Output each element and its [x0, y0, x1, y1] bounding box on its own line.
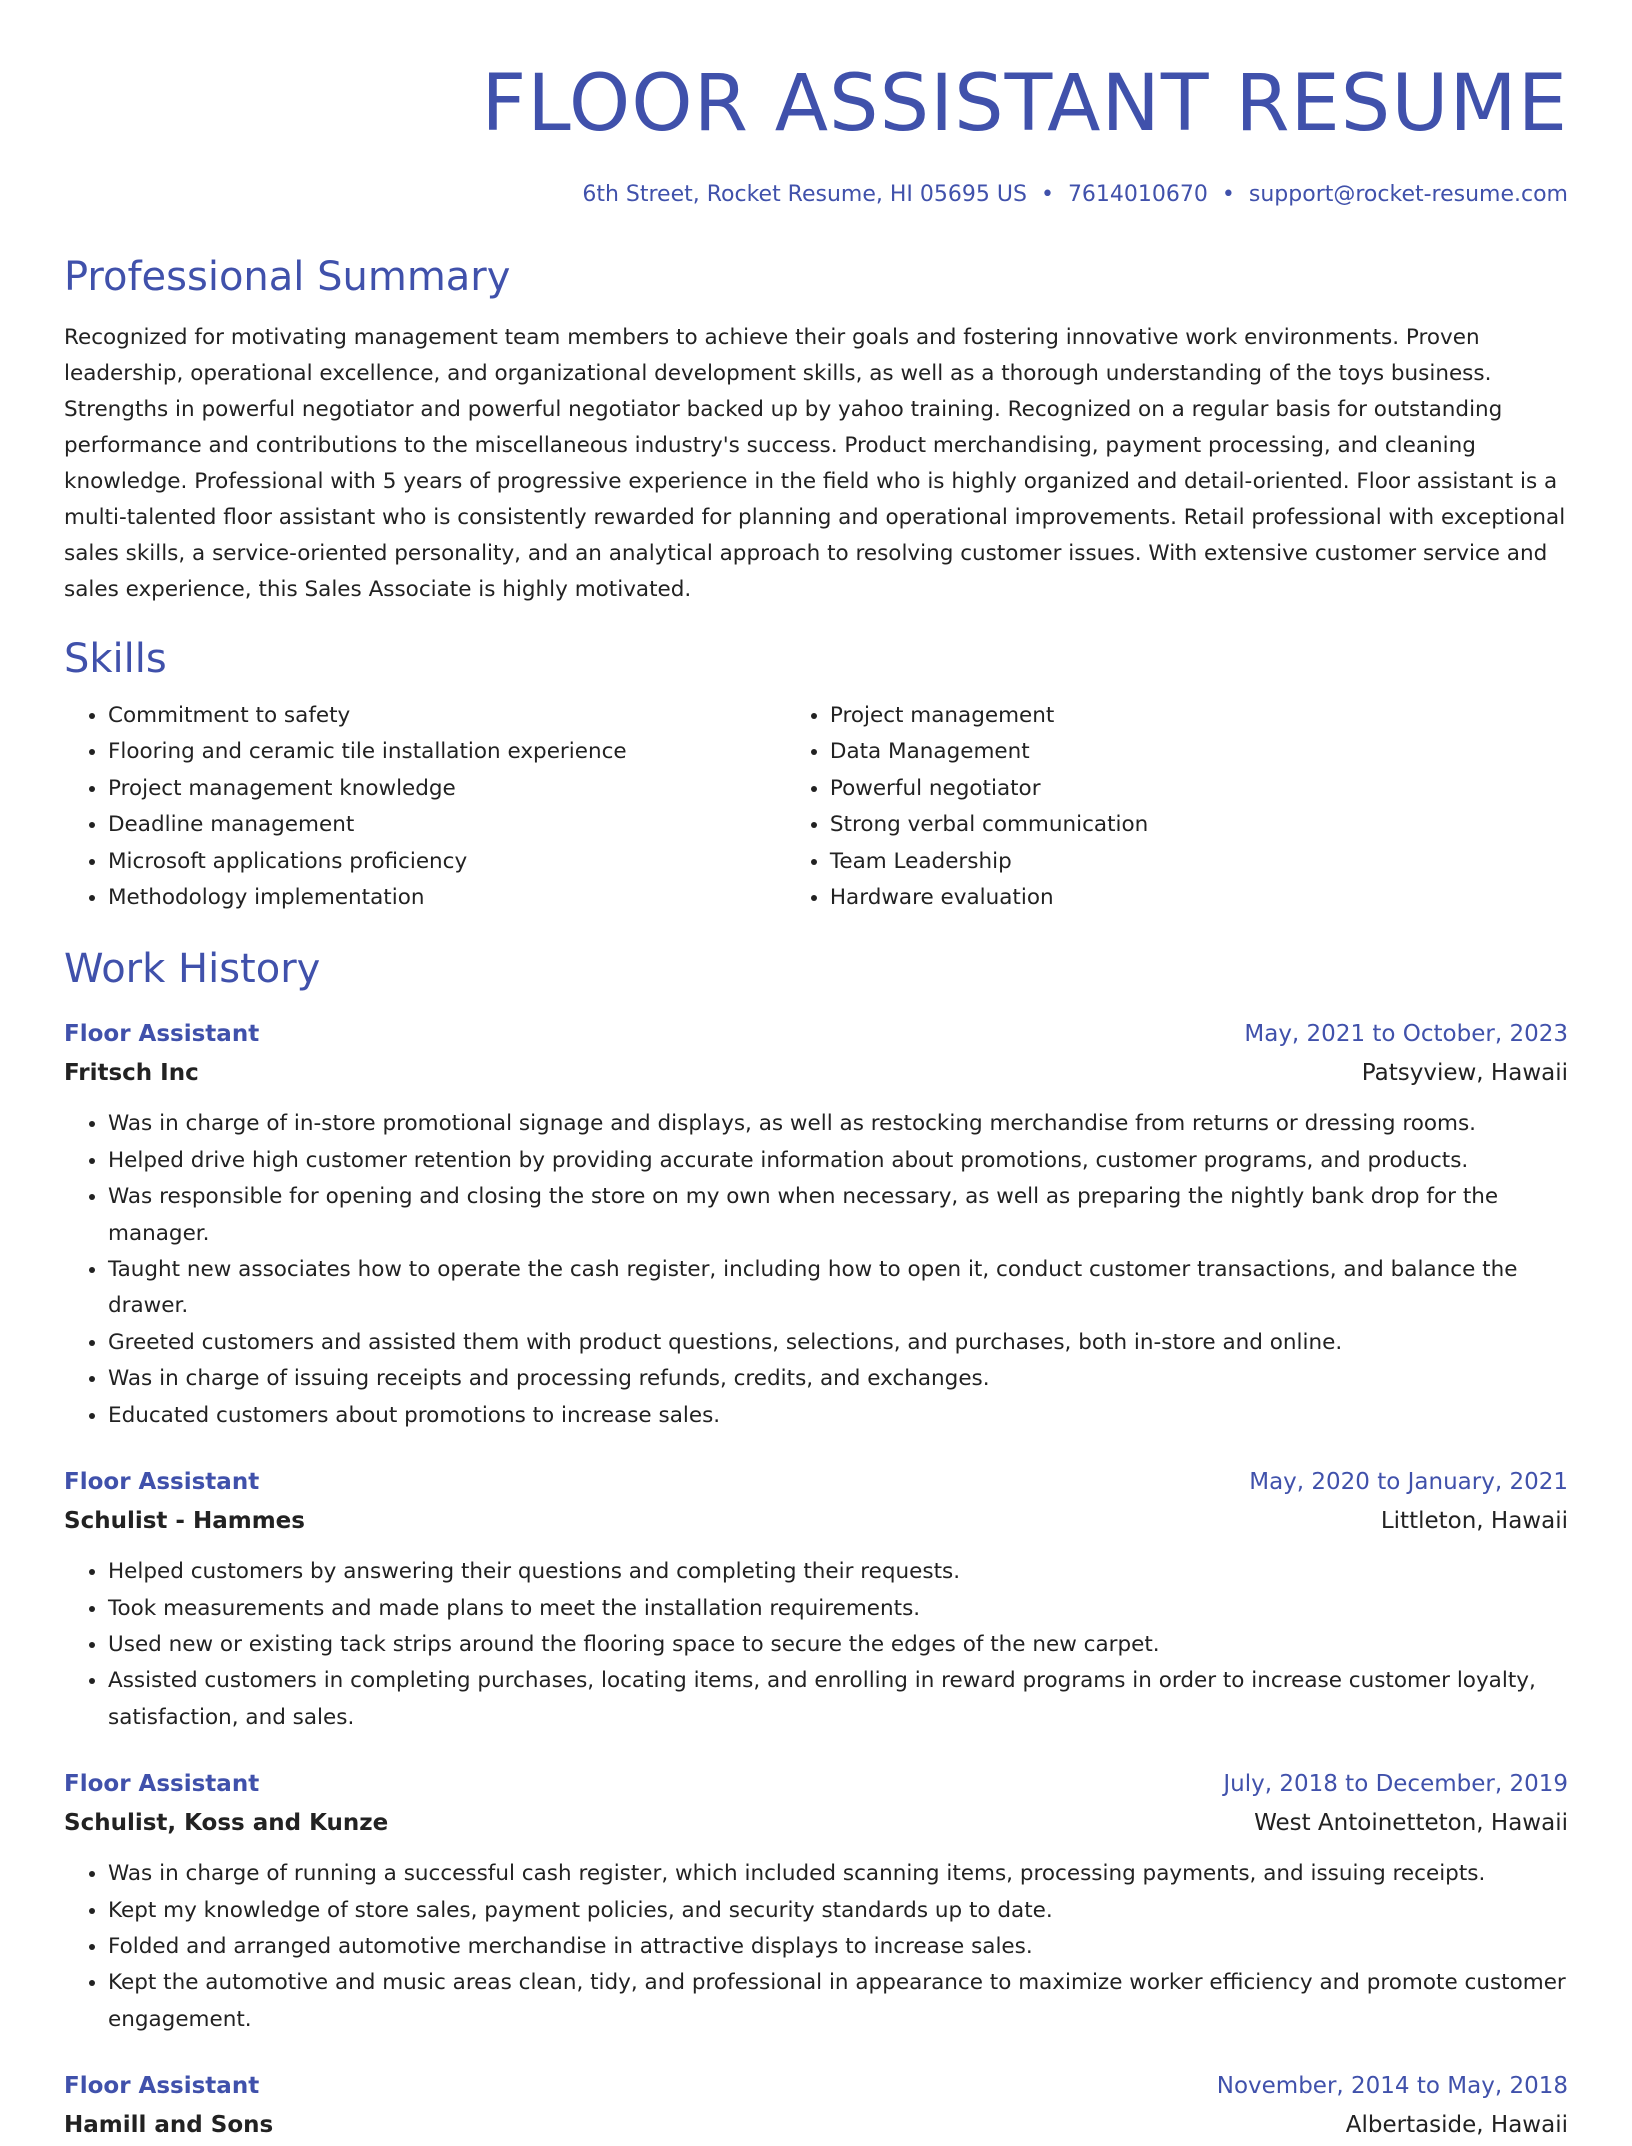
job-bullet: • Helped customers by answering their questions and completing their requests.	[108, 1554, 1568, 1590]
job-title: Floor Assistant	[64, 1021, 260, 1048]
job-bullet: • Was in charge of running a successful cash register, which included scanning items, processing payments, and issuing receipts.	[108, 1856, 1568, 1892]
contact-line	[64, 180, 1568, 210]
job-bullet: • Kept my knowledge of store sales, payment policies, and security standards up to date.	[108, 1893, 1568, 1929]
job-dates: November, 2014 to May, 2018	[1216, 2073, 1568, 2100]
job-header-row	[64, 2068, 1568, 2104]
work-history-heading: Work History	[64, 946, 321, 993]
job-company-row	[64, 2104, 1568, 2146]
job-company: Schulist, Koss and Kunze	[64, 1810, 389, 1837]
job-bullet: • Used new or existing tack strips around the flooring space to secure the edges of the new carpet.	[108, 1627, 1568, 1663]
job-title: Floor Assistant	[64, 1469, 260, 1496]
job-bullet: • Assisted customers in completing purchases, locating items, and enrolling in reward programs in order to increase customer loyalty, satisfaction, and sales.	[108, 1663, 1568, 1736]
job-bullet: • Folded and arranged automotive merchandise in attractive displays to increase sales.	[108, 1929, 1568, 1965]
job-bullets	[64, 1856, 1568, 2038]
skill-item: • Data Management	[830, 734, 1568, 770]
job-bullet: • Greeted customers and assisted them with product questions, selections, and purchases, both in-store and online.	[108, 1325, 1568, 1361]
skills-column-left	[64, 698, 786, 916]
job-bullet: • Taught new associates how to operate the cash register, including how to open it, conduct customer transactions, and balance the drawer.	[108, 1252, 1568, 1325]
job-company: Hamill and Sons	[64, 2112, 274, 2139]
contact-separator: •	[1040, 182, 1054, 207]
job-dates: May, 2020 to January, 2021	[1249, 1469, 1568, 1496]
job-bullet: • Educated customers about promotions to increase sales.	[108, 1398, 1568, 1434]
job-bullet: • Kept the automotive and music areas clean, tidy, and professional in appearance to maximize worker efficiency and promote customer engagement.	[108, 1965, 1568, 2038]
contact-address: 6th Street, Rocket Resume, HI 05695 US	[582, 182, 1027, 207]
job-location: Albertaside, Hawaii	[1345, 2112, 1568, 2139]
job-bullets	[64, 1106, 1568, 1434]
skills-heading: Skills	[64, 636, 167, 682]
skill-item: • Powerful negotiator	[830, 771, 1568, 807]
job-entry	[64, 1766, 1568, 2038]
job-title: Floor Assistant	[64, 1771, 260, 1798]
resume-title: FLOOR ASSISTANT RESUME	[481, 59, 1568, 149]
skill-item: • Project management knowledge	[108, 771, 786, 807]
job-entry	[64, 1016, 1568, 1434]
job-bullets	[64, 1554, 1568, 1736]
skill-item: • Commitment to safety	[108, 698, 786, 734]
contact-email: support@rocket-resume.com	[1248, 182, 1568, 207]
job-header-row	[64, 1464, 1568, 1500]
job-company: Schulist - Hammes	[64, 1508, 305, 1535]
job-dates: May, 2021 to October, 2023	[1244, 1021, 1568, 1048]
resume-page	[64, 0, 1568, 2146]
job-bullet: • Was responsible for opening and closing the store on my own when necessary, as well as preparing the nightly bank drop for the manager.	[108, 1179, 1568, 1252]
job-bullet: • Took measurements and made plans to meet the installation requirements.	[108, 1591, 1568, 1627]
job-company: Fritsch Inc	[64, 1060, 199, 1087]
skill-item: • Microsoft applications proficiency	[108, 844, 786, 880]
job-company-row	[64, 1052, 1568, 1094]
resume-header	[64, 0, 1568, 210]
job-header-row	[64, 1766, 1568, 1802]
job-company-row	[64, 1500, 1568, 1542]
job-header-row	[64, 1016, 1568, 1052]
job-dates: July, 2018 to December, 2019	[1223, 1771, 1568, 1798]
skill-item: • Deadline management	[108, 807, 786, 843]
job-bullet: • Was in charge of issuing receipts and processing refunds, credits, and exchanges.	[108, 1361, 1568, 1397]
contact-phone: 7614010670	[1067, 182, 1208, 207]
job-title: Floor Assistant	[64, 2073, 260, 2100]
skill-item: • Team Leadership	[830, 844, 1568, 880]
job-entry	[64, 2068, 1568, 2146]
job-location: Patsyview, Hawaii	[1361, 1060, 1568, 1087]
contact-separator: •	[1221, 182, 1235, 207]
skill-item: • Methodology implementation	[108, 880, 786, 916]
summary-heading: Professional Summary	[64, 254, 511, 300]
skills-list	[64, 698, 1568, 916]
job-bullet: • Helped drive high customer retention by providing accurate information about promotions, customer programs, and products.	[108, 1143, 1568, 1179]
skill-item: • Project management	[830, 698, 1568, 734]
job-entry	[64, 1464, 1568, 1736]
skills-column-right	[786, 698, 1568, 916]
skill-item: • Strong verbal communication	[830, 807, 1568, 843]
job-location: Littleton, Hawaii	[1380, 1508, 1568, 1535]
skill-item: • Flooring and ceramic tile installation experience	[108, 734, 786, 770]
job-bullet: • Was in charge of in-store promotional signage and displays, as well as restocking merchandise from returns or dressing rooms.	[108, 1106, 1568, 1142]
summary-text: Recognized for motivating management team members to achieve their goals and fostering innovative work environments. Proven leadership, operational excellence, and organizational development skills, as well as a thorough understanding of the toys business. Strengths in powerful negotiator and powerful negotiator backed up by yahoo training. Recognized on a regular basis for outstanding performance and contributions to the miscellaneous industry's success. Product merchandising, payment processing, and cleaning knowledge. Professional with 5 years of progressive experience in the field who is highly organized and detail-oriented. Floor assistant is a multi-talented floor assistant who is consistently rewarded for planning and operational improvements. Retail professional with exceptional sales skills, a service-oriented personality, and an analytical approach to resolving customer issues. With extensive customer service and sales experience, this Sales Associate is highly motivated.	[64, 325, 1566, 602]
job-company-row	[64, 1802, 1568, 1844]
job-location: West Antoinetteton, Hawaii	[1254, 1810, 1568, 1837]
skill-item: • Hardware evaluation	[830, 880, 1568, 916]
